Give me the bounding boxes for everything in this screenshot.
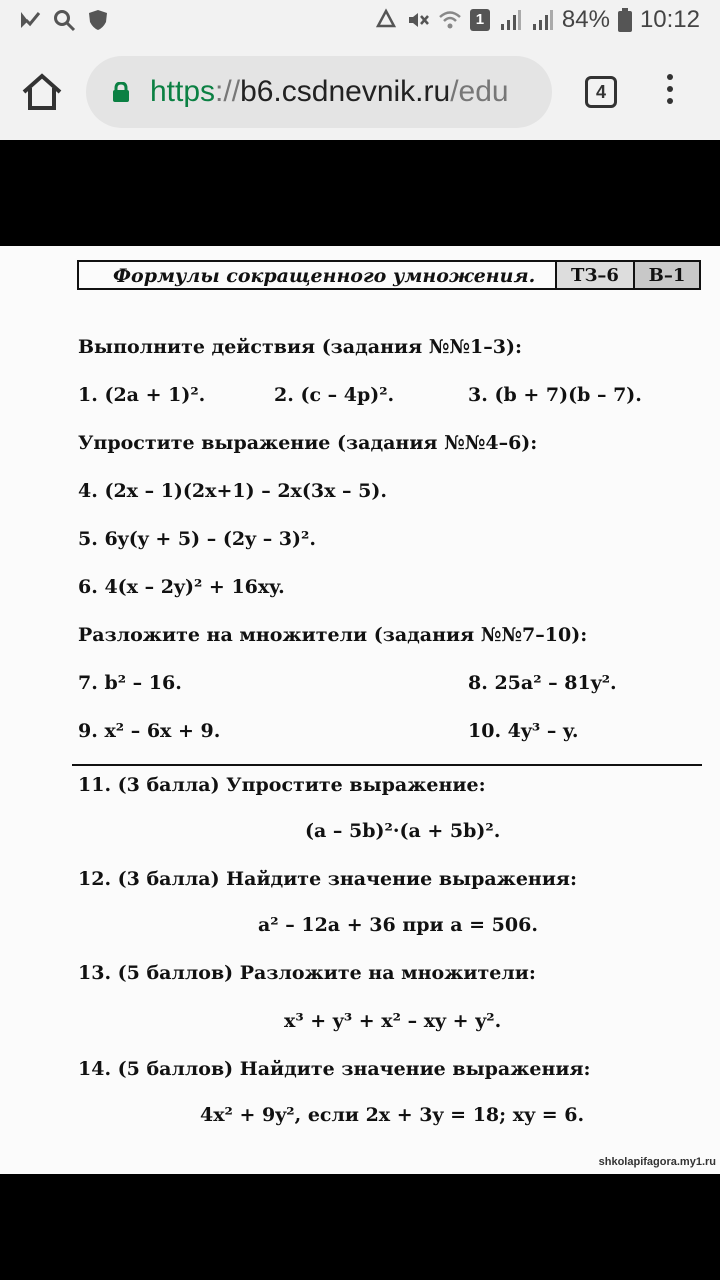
url-text: https://b6.csdnevnik.ru/edu xyxy=(150,75,509,108)
task-item: 6. 4(x – 2y)² + 16xy. xyxy=(78,576,285,598)
task-item: 2. (c – 4p)². xyxy=(274,384,395,406)
worksheet-title: Формулы сокращенного умножения. xyxy=(113,265,536,287)
section-divider xyxy=(72,764,702,766)
task-item: 7. b² – 16. xyxy=(78,672,182,694)
signal-icon-1 xyxy=(498,8,522,32)
browser-toolbar xyxy=(0,44,720,140)
task-item: 4. (2x – 1)(2x+1) – 2x(3x – 5). xyxy=(78,480,387,502)
home-icon[interactable] xyxy=(20,70,64,114)
task-item: 13. (5 баллов) Разложите на множители: xyxy=(78,962,536,984)
worksheet-code: ТЗ–6 xyxy=(555,262,633,288)
section-heading: Упростите выражение (задания №№4–6): xyxy=(78,432,538,454)
task-expression: 4x² + 9y², если 2x + 3y = 18; xy = 6. xyxy=(200,1104,585,1126)
check-notification-icon xyxy=(18,8,42,32)
battery-icon xyxy=(618,8,632,32)
tab-switcher-button[interactable]: 4 xyxy=(585,76,617,108)
recycle-icon xyxy=(374,8,398,32)
section-heading: Разложите на множители (задания №№7–10): xyxy=(78,624,588,646)
task-item: 9. x² – 6x + 9. xyxy=(78,720,221,742)
signal-icon-2 xyxy=(530,8,554,32)
task-item: 8. 25a² – 81y². xyxy=(468,672,617,694)
sim-badge: 1 xyxy=(470,9,490,31)
wifi-icon xyxy=(438,8,462,32)
task-item: 1. (2a + 1)². xyxy=(78,384,206,406)
task-item: 3. (b + 7)(b – 7). xyxy=(468,384,642,406)
status-bar xyxy=(0,0,720,44)
battery-percent: 84% xyxy=(561,6,610,33)
task-item: 11. (3 балла) Упростите выражение: xyxy=(78,774,486,796)
task-expression: (a – 5b)²·(a + 5b)². xyxy=(305,820,501,842)
task-item: 5. 6y(y + 5) – (2y – 3)². xyxy=(78,528,316,550)
mute-icon xyxy=(406,8,430,32)
clock: 10:12 xyxy=(639,6,700,33)
watermark: shkolapifagora.my1.ru xyxy=(598,1156,716,1168)
address-bar[interactable] xyxy=(86,56,552,128)
worksheet-variant: В–1 xyxy=(633,262,699,288)
task-item: 14. (5 баллов) Найдите значение выражения: xyxy=(78,1058,591,1080)
lock-icon xyxy=(112,82,130,102)
shield-icon xyxy=(86,8,110,32)
task-item: 12. (3 балла) Найдите значение выражения: xyxy=(78,868,577,890)
worksheet-header xyxy=(77,260,701,290)
search-icon xyxy=(52,8,76,32)
overflow-menu-icon[interactable] xyxy=(662,74,678,110)
task-item: 10. 4y³ – y. xyxy=(468,720,579,742)
worksheet-image xyxy=(0,246,720,1174)
task-expression: a² – 12a + 36 при a = 506. xyxy=(258,914,538,936)
section-heading: Выполните действия (задания №№1–3): xyxy=(78,336,522,358)
task-expression: x³ + y³ + x² – xy + y². xyxy=(284,1010,502,1032)
